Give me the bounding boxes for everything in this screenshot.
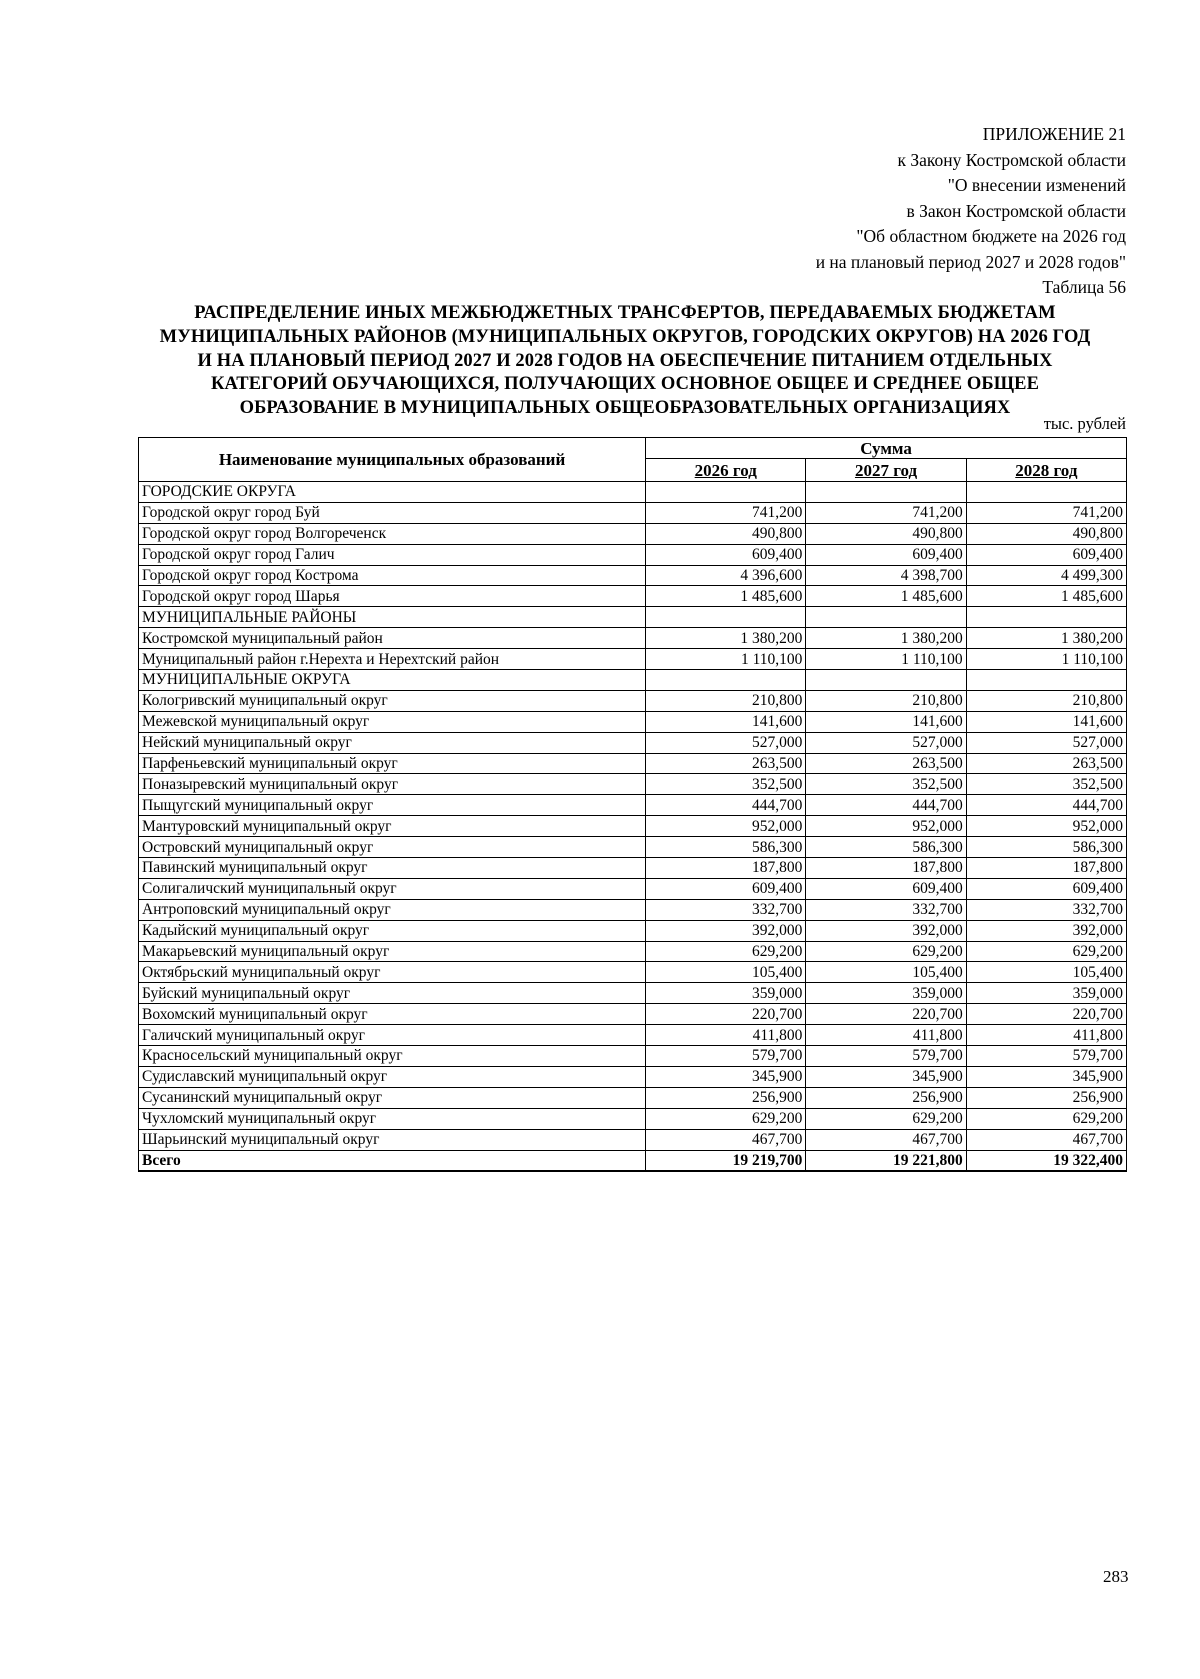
- amount-cell: 105,400: [806, 962, 966, 983]
- appendix-line: "Об областном бюджете на 2026 год: [856, 226, 1126, 246]
- amount-cell: 359,000: [966, 983, 1126, 1004]
- amount-cell: 629,200: [806, 1108, 966, 1129]
- municipality-name: Кологривский муниципальный округ: [139, 690, 646, 711]
- title-line: РАСПРЕДЕЛЕНИЕ ИНЫХ МЕЖБЮДЖЕТНЫХ ТРАНСФЕРТОВ, ПЕРЕДАВАЕМЫХ БЮДЖЕТАМ: [194, 303, 1056, 323]
- amount-cell: 1 110,100: [806, 649, 966, 670]
- amount-cell: 392,000: [646, 920, 806, 941]
- amount-cell: 527,000: [806, 732, 966, 753]
- amount-cell: 263,500: [646, 753, 806, 774]
- table-row: [139, 753, 1127, 774]
- amount-cell: 609,400: [966, 544, 1126, 565]
- table-row: [139, 1108, 1127, 1129]
- appendix-line: Таблица 56: [1042, 277, 1126, 297]
- table-row: [139, 565, 1127, 586]
- table-row: [139, 878, 1127, 899]
- table-row: [139, 941, 1127, 962]
- section-row: [139, 670, 1127, 691]
- table-row: [139, 837, 1127, 858]
- amount-cell: 220,700: [646, 1004, 806, 1025]
- amount-cell: 586,300: [966, 837, 1126, 858]
- municipality-name: МУНИЦИПАЛЬНЫЕ ОКРУГА: [139, 670, 646, 691]
- municipality-name: Пыщугский муниципальный округ: [139, 795, 646, 816]
- municipality-name: Галичский муниципальный округ: [139, 1025, 646, 1046]
- table-row: [139, 586, 1127, 607]
- municipality-name: МУНИЦИПАЛЬНЫЕ РАЙОНЫ: [139, 607, 646, 628]
- amount-cell: 220,700: [806, 1004, 966, 1025]
- municipality-name: Судиславский муниципальный округ: [139, 1066, 646, 1087]
- amount-cell: 187,800: [646, 858, 806, 879]
- appendix-line: "О внесении изменений: [947, 175, 1126, 195]
- amount-cell: 4 499,300: [966, 565, 1126, 586]
- amount-cell: 952,000: [806, 816, 966, 837]
- amount-cell: 411,800: [806, 1025, 966, 1046]
- amount-cell: 392,000: [966, 920, 1126, 941]
- amount-cell: 1 485,600: [806, 586, 966, 607]
- column-header-name: Наименование муниципальных образований: [139, 438, 646, 482]
- title-line: КАТЕГОРИЙ ОБУЧАЮЩИХСЯ, ПОЛУЧАЮЩИХ ОСНОВНОЕ ОБЩЕЕ И СРЕДНЕЕ ОБЩЕЕ: [210, 374, 1040, 395]
- table-row: [139, 732, 1127, 753]
- amount-cell: 490,800: [646, 523, 806, 544]
- municipality-name: Городской округ город Кострома: [139, 565, 646, 586]
- amount-cell: 467,700: [646, 1129, 806, 1150]
- amount-cell: 629,200: [966, 941, 1126, 962]
- amount-cell: 187,800: [806, 858, 966, 879]
- amount-cell: 345,900: [646, 1066, 806, 1087]
- amount-cell: [966, 670, 1126, 691]
- amount-cell: [646, 482, 806, 503]
- amount-cell: 1 380,200: [806, 628, 966, 649]
- municipality-name: Городской округ город Галич: [139, 544, 646, 565]
- municipality-name: Муниципальный район г.Нерехта и Нерехтский район: [139, 649, 646, 670]
- municipality-name: Шарьинский муниципальный округ: [139, 1129, 646, 1150]
- amount-cell: 187,800: [966, 858, 1126, 879]
- table-row: [139, 523, 1127, 544]
- column-header-sum: Сумма: [646, 438, 1127, 459]
- municipality-name: Межевской муниципальный округ: [139, 711, 646, 732]
- amount-cell: 359,000: [646, 983, 806, 1004]
- table-row: [139, 1066, 1127, 1087]
- amount-cell: 579,700: [646, 1046, 806, 1067]
- municipality-name: Антроповский муниципальный округ: [139, 899, 646, 920]
- table-row: [139, 1004, 1127, 1025]
- table-row: [139, 1129, 1127, 1150]
- amount-cell: 609,400: [806, 544, 966, 565]
- table-row: [139, 920, 1127, 941]
- amount-cell: [806, 670, 966, 691]
- amount-cell: 609,400: [806, 878, 966, 899]
- amount-cell: 332,700: [806, 899, 966, 920]
- table-row: [139, 795, 1127, 816]
- amount-cell: [966, 482, 1126, 503]
- municipality-name: Кадыйский муниципальный округ: [139, 920, 646, 941]
- amount-cell: 352,500: [646, 774, 806, 795]
- amount-cell: 352,500: [806, 774, 966, 795]
- amount-cell: 586,300: [806, 837, 966, 858]
- amount-cell: 467,700: [806, 1129, 966, 1150]
- amount-cell: 1 485,600: [646, 586, 806, 607]
- municipality-name: Октябрьский муниципальный округ: [139, 962, 646, 983]
- amount-cell: 411,800: [966, 1025, 1126, 1046]
- amount-cell: 609,400: [966, 878, 1126, 899]
- amount-cell: 527,000: [966, 732, 1126, 753]
- amount-cell: 952,000: [646, 816, 806, 837]
- table-row: [139, 816, 1127, 837]
- amount-cell: 345,900: [966, 1066, 1126, 1087]
- municipality-name: Павинский муниципальный округ: [139, 858, 646, 879]
- amount-cell: 1 110,100: [966, 649, 1126, 670]
- appendix-line: и на плановый период 2027 и 2028 годов": [815, 251, 1126, 272]
- amount-cell: 210,800: [966, 690, 1126, 711]
- amount-cell: 141,600: [806, 711, 966, 732]
- amount-cell: [966, 607, 1126, 628]
- amount-cell: 220,700: [966, 1004, 1126, 1025]
- amount-cell: 609,400: [646, 544, 806, 565]
- municipality-name: Чухломский муниципальный округ: [139, 1108, 646, 1129]
- municipality-name: Островский муниципальный округ: [139, 837, 646, 858]
- municipality-name: ГОРОДСКИЕ ОКРУГА: [139, 482, 646, 503]
- amount-cell: 1 485,600: [966, 586, 1126, 607]
- table-row: [139, 711, 1127, 732]
- table-row: [139, 544, 1127, 565]
- amount-cell: 352,500: [966, 774, 1126, 795]
- amount-cell: 4 398,700: [806, 565, 966, 586]
- amount-cell: 1 380,200: [646, 628, 806, 649]
- municipality-name: Городской округ город Волгореченск: [139, 523, 646, 544]
- total-row: [139, 1150, 1127, 1171]
- amount-cell: 105,400: [966, 962, 1126, 983]
- amount-cell: 19 219,700: [646, 1150, 806, 1171]
- amount-cell: 392,000: [806, 920, 966, 941]
- table-row: [139, 1087, 1127, 1108]
- table-row: [139, 962, 1127, 983]
- amount-cell: 210,800: [646, 690, 806, 711]
- column-header-2026: 2026 год: [646, 459, 806, 482]
- amount-cell: 4 396,600: [646, 565, 806, 586]
- amount-cell: 1 110,100: [646, 649, 806, 670]
- appendix-line: в Закон Костромской области: [906, 200, 1126, 221]
- amount-cell: 467,700: [966, 1129, 1126, 1150]
- document-title: [130, 302, 1120, 421]
- amount-cell: 629,200: [646, 941, 806, 962]
- amount-cell: 345,900: [806, 1066, 966, 1087]
- table-row: [139, 502, 1127, 523]
- units-label: тыс. рублей: [1043, 414, 1126, 433]
- amount-cell: [806, 607, 966, 628]
- amount-cell: 256,900: [806, 1087, 966, 1108]
- title-line: МУНИЦИПАЛЬНЫХ РАЙОНОВ (МУНИЦИПАЛЬНЫХ ОКРУГОВ, ГОРОДСКИХ ОКРУГОВ) НА 2026 ГОД: [159, 326, 1091, 347]
- table-row: [139, 1025, 1127, 1046]
- amount-cell: 490,800: [966, 523, 1126, 544]
- table-row: [139, 649, 1127, 670]
- amount-cell: 210,800: [806, 690, 966, 711]
- amount-cell: 579,700: [806, 1046, 966, 1067]
- title-line: ОБРАЗОВАНИЕ В МУНИЦИПАЛЬНЫХ ОБЩЕОБРАЗОВАТЕЛЬНЫХ ОРГАНИЗАЦИЯХ: [239, 398, 1011, 419]
- column-header-2027: 2027 год: [806, 459, 966, 482]
- table-row: [139, 690, 1127, 711]
- municipality-name: Всего: [139, 1150, 646, 1171]
- table-row: [139, 774, 1127, 795]
- appendix-line: ПРИЛОЖЕНИЕ 21: [982, 124, 1126, 144]
- municipality-name: Солигаличский муниципальный округ: [139, 878, 646, 899]
- amount-cell: 332,700: [966, 899, 1126, 920]
- amount-cell: 444,700: [646, 795, 806, 816]
- municipality-name: Мантуровский муниципальный округ: [139, 816, 646, 837]
- section-row: [139, 607, 1127, 628]
- appendix-header: [816, 122, 1126, 301]
- amount-cell: 579,700: [966, 1046, 1126, 1067]
- municipality-name: Костромской муниципальный район: [139, 628, 646, 649]
- municipality-name: Городской округ город Буй: [139, 502, 646, 523]
- amount-cell: 741,200: [966, 502, 1126, 523]
- amount-cell: 359,000: [806, 983, 966, 1004]
- amount-cell: 263,500: [806, 753, 966, 774]
- municipality-name: Поназыревский муниципальный округ: [139, 774, 646, 795]
- amount-cell: 411,800: [646, 1025, 806, 1046]
- page-number: 283: [1103, 1567, 1129, 1586]
- amount-cell: 609,400: [646, 878, 806, 899]
- municipality-name: Парфеньевский муниципальный округ: [139, 753, 646, 774]
- amount-cell: 952,000: [966, 816, 1126, 837]
- title-line: И НА ПЛАНОВЫЙ ПЕРИОД 2027 И 2028 ГОДОВ НА ОБЕСПЕЧЕНИЕ ПИТАНИЕМ ОТДЕЛЬНЫХ: [197, 350, 1053, 371]
- amount-cell: 629,200: [806, 941, 966, 962]
- appendix-line: к Закону Костромской области: [897, 149, 1126, 170]
- amount-cell: 741,200: [806, 502, 966, 523]
- municipality-name: Буйский муниципальный округ: [139, 983, 646, 1004]
- amount-cell: 332,700: [646, 899, 806, 920]
- amount-cell: [646, 670, 806, 691]
- amount-cell: 741,200: [646, 502, 806, 523]
- amount-cell: 256,900: [646, 1087, 806, 1108]
- amount-cell: 527,000: [646, 732, 806, 753]
- amount-cell: 1 380,200: [966, 628, 1126, 649]
- transfers-table: [138, 437, 1127, 1172]
- table-row: [139, 858, 1127, 879]
- municipality-name: Городской округ город Шарья: [139, 586, 646, 607]
- amount-cell: 105,400: [646, 962, 806, 983]
- amount-cell: 490,800: [806, 523, 966, 544]
- municipality-name: Нейский муниципальный округ: [139, 732, 646, 753]
- table-row: [139, 628, 1127, 649]
- table-row: [139, 899, 1127, 920]
- amount-cell: 141,600: [646, 711, 806, 732]
- municipality-name: Красносельский муниципальный округ: [139, 1046, 646, 1067]
- amount-cell: 444,700: [966, 795, 1126, 816]
- section-row: [139, 482, 1127, 503]
- amount-cell: 629,200: [966, 1108, 1126, 1129]
- amount-cell: 19 322,400: [966, 1150, 1126, 1171]
- amount-cell: 263,500: [966, 753, 1126, 774]
- amount-cell: [806, 482, 966, 503]
- table-row: [139, 1046, 1127, 1067]
- amount-cell: [646, 607, 806, 628]
- municipality-name: Макарьевский муниципальный округ: [139, 941, 646, 962]
- table-row: [139, 983, 1127, 1004]
- amount-cell: 444,700: [806, 795, 966, 816]
- amount-cell: 586,300: [646, 837, 806, 858]
- amount-cell: 19 221,800: [806, 1150, 966, 1171]
- amount-cell: 256,900: [966, 1087, 1126, 1108]
- column-header-2028: 2028 год: [966, 459, 1126, 482]
- amount-cell: 629,200: [646, 1108, 806, 1129]
- amount-cell: 141,600: [966, 711, 1126, 732]
- municipality-name: Вохомский муниципальный округ: [139, 1004, 646, 1025]
- municipality-name: Сусанинский муниципальный округ: [139, 1087, 646, 1108]
